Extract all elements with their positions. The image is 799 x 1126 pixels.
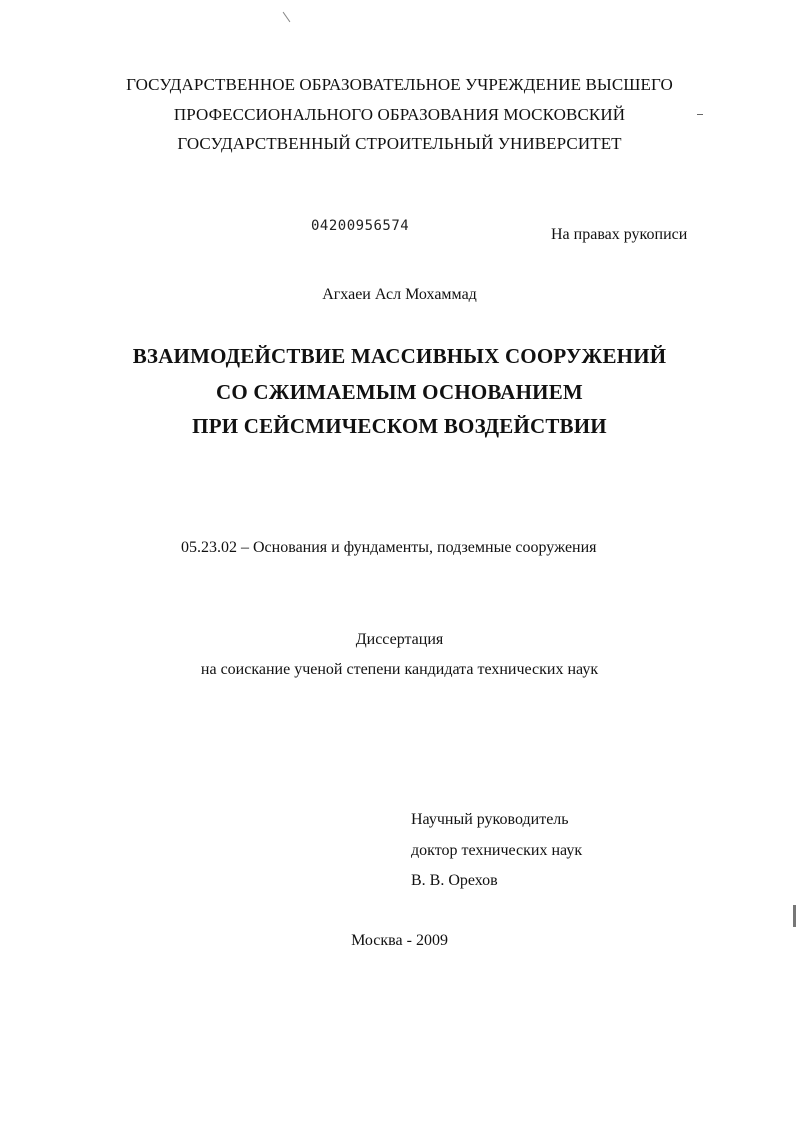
- title-line-3: ПРИ СЕЙСМИЧЕСКОМ ВОЗДЕЙСТВИИ: [192, 414, 607, 438]
- author-name: Агхаеи Асл Мохаммад: [322, 286, 477, 303]
- specialty-code: 05.23.02 – Основания и фундаменты, подземные сооружения: [181, 539, 597, 556]
- scan-artifact: [283, 12, 291, 22]
- place-year: Москва - 2009: [351, 932, 448, 949]
- degree-purpose: на соискание ученой степени кандидата технических наук: [200, 661, 599, 678]
- supervisor-role: Научный руководитель: [411, 811, 569, 828]
- dissertation-label: Диссертация: [355, 631, 444, 648]
- scan-artifact: [793, 905, 796, 927]
- institution-line-3: ГОСУДАРСТВЕННЫЙ СТРОИТЕЛЬНЫЙ УНИВЕРСИТЕТ: [177, 134, 622, 153]
- institution-line-1: ГОСУДАРСТВЕННОЕ ОБРАЗОВАТЕЛЬНОЕ УЧРЕЖДЕНИЕ ВЫСШЕГО: [126, 75, 673, 94]
- institution-line-2: ПРОФЕССИОНАЛЬНОГО ОБРАЗОВАНИЯ МОСКОВСКИЙ: [173, 105, 626, 124]
- title-line-1: ВЗАИМОДЕЙСТВИЕ МАССИВНЫХ СООРУЖЕНИЙ: [132, 344, 667, 368]
- registration-code: 04200956574: [311, 218, 410, 234]
- supervisor-degree: доктор технических наук: [411, 842, 583, 859]
- supervisor-name: В. В. Орехов: [411, 872, 498, 889]
- manuscript-note: На правах рукописи: [551, 226, 688, 243]
- title-line-2: СО СЖИМАЕМЫМ ОСНОВАНИЕМ: [216, 380, 583, 404]
